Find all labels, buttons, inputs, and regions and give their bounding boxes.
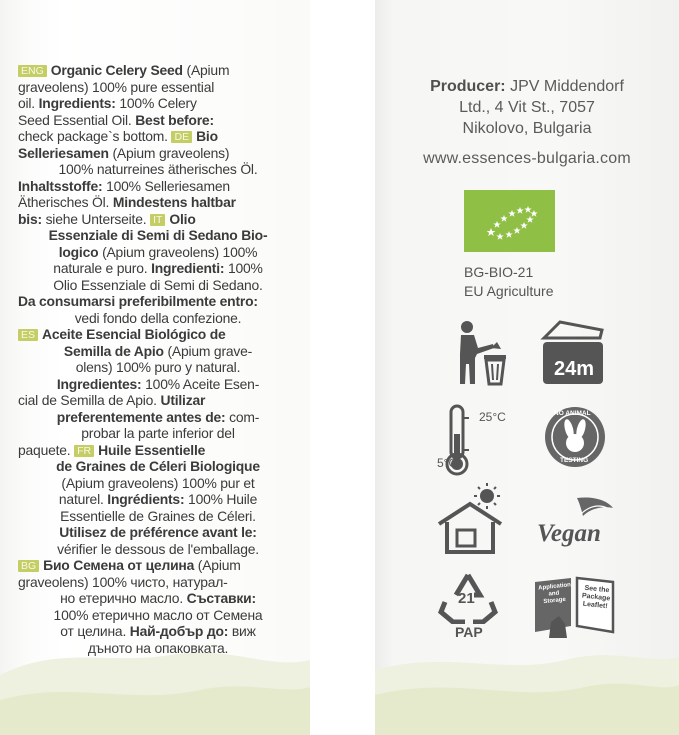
ingredients-line bbox=[18, 425, 298, 442]
plain-text: (Apium grave- bbox=[163, 342, 253, 359]
producer-panel bbox=[375, 0, 679, 735]
vegan-label: Vegan bbox=[537, 520, 601, 547]
plain-text: 100% bbox=[224, 260, 263, 276]
ingredients-line bbox=[18, 607, 298, 624]
language-tag: ES bbox=[18, 329, 38, 341]
plain-text: Essentielle de Graines de Céleri. bbox=[60, 507, 256, 524]
hills-background bbox=[375, 575, 679, 735]
plain-text: vedi fondo della confezione. bbox=[74, 309, 242, 326]
eu-leaf-stars-icon bbox=[464, 190, 555, 252]
ingredients-line bbox=[18, 376, 298, 393]
ingredients-line bbox=[18, 62, 298, 79]
bold-text: Organic Celery Seed bbox=[50, 62, 183, 78]
bold-text: Da consumarsi preferibilmente entro: bbox=[18, 293, 258, 309]
ingredients-line bbox=[18, 392, 298, 409]
ingredients-line bbox=[18, 623, 298, 640]
plain-text: naturel. bbox=[58, 491, 108, 507]
leaflet-left-label: Application and Storage bbox=[537, 582, 572, 606]
plain-text: Olio Essenziale di Semi di Sedano. bbox=[53, 276, 263, 293]
bold-text: Съставки: bbox=[186, 590, 256, 606]
plain-text: Seed Essential Oil. bbox=[18, 111, 136, 128]
plain-text: но етерично масло. bbox=[60, 590, 187, 606]
ingredients-line bbox=[18, 557, 298, 574]
bold-text: de Graines de Céleri Biologique bbox=[56, 458, 260, 474]
temp-min-label: 5°C bbox=[437, 456, 458, 470]
organic-certification bbox=[464, 263, 553, 301]
bold-text: preferentemente antes de: bbox=[56, 408, 226, 425]
plain-text: siehe Unterseite. bbox=[41, 210, 151, 227]
bold-text: Best before: bbox=[135, 111, 214, 128]
ingredients-line bbox=[18, 359, 298, 376]
ingredients-line bbox=[18, 343, 298, 360]
plain-text: (Apium graveolens) bbox=[108, 144, 230, 161]
ingredients-line bbox=[18, 409, 298, 426]
plain-text: от целина. bbox=[60, 623, 130, 639]
plain-text: paquete. bbox=[18, 441, 75, 458]
plain-text: oil. bbox=[18, 95, 39, 111]
plain-text: (Apium bbox=[182, 62, 230, 78]
plain-text: 100% Selleriesamen bbox=[102, 177, 230, 194]
language-tag: IT bbox=[150, 214, 165, 226]
bold-text: Semilla de Apio bbox=[63, 342, 164, 359]
ingredients-line bbox=[18, 161, 298, 178]
plain-text: com- bbox=[225, 408, 260, 425]
bold-text: Essenziale di Semi di Sedano Bio- bbox=[48, 227, 268, 243]
plain-text: probar la parte inferior del bbox=[81, 425, 235, 441]
ingredients-line bbox=[18, 491, 298, 508]
ingredients-line bbox=[18, 95, 298, 112]
language-tag: FR bbox=[74, 445, 94, 457]
ingredients-line bbox=[18, 442, 298, 459]
plain-text: виж bbox=[228, 623, 256, 639]
producer-city: Nikolovo, Bulgaria bbox=[462, 120, 592, 137]
ingredients-line bbox=[18, 574, 298, 591]
ingredients-line bbox=[18, 79, 298, 96]
bold-text: Ingrédients: bbox=[107, 491, 185, 507]
plain-text: дъното на опаковката. bbox=[87, 639, 229, 656]
storage-temperature-icon bbox=[433, 404, 513, 478]
producer-label: Producer: bbox=[430, 78, 506, 95]
plain-text: (Apium graveolens) 100% bbox=[98, 243, 258, 260]
bold-text: Olio bbox=[169, 210, 196, 227]
ingredients-line bbox=[18, 458, 298, 475]
plain-text: Ätherisches Öl. bbox=[18, 194, 113, 210]
plain-text: 100% етерично масло от Семена bbox=[53, 606, 263, 623]
bold-text: Ingredientes: bbox=[56, 375, 142, 392]
testing-label: TESTING bbox=[560, 457, 589, 464]
ingredients-line bbox=[18, 128, 298, 145]
ingredients-line bbox=[18, 508, 298, 525]
plain-text: naturale e puro. bbox=[53, 260, 152, 276]
ingredients-line bbox=[18, 326, 298, 343]
producer-name: JPV Middendorf bbox=[505, 78, 624, 95]
ingredients-line bbox=[18, 211, 298, 228]
bold-text: Mindestens haltbar bbox=[112, 194, 236, 210]
bold-text: Selleriesamen bbox=[18, 144, 109, 161]
ingredients-line bbox=[18, 475, 298, 492]
ingredients-line bbox=[18, 244, 298, 261]
plain-text: graveolens) 100% чисто, натурал- bbox=[18, 573, 228, 590]
bold-text: Ingredients: bbox=[38, 95, 116, 111]
bold-text: Utilizar bbox=[160, 392, 206, 408]
shelf-life-label: 24m bbox=[554, 358, 595, 380]
eu-organic-logo bbox=[464, 190, 555, 252]
bold-text: Най-добър до: bbox=[129, 623, 229, 639]
ingredients-line bbox=[18, 112, 298, 129]
plain-text: 100% Huile bbox=[184, 491, 258, 507]
no-animal-testing-icon bbox=[542, 404, 608, 470]
plain-text: olens) 100% puro y natural. bbox=[75, 359, 241, 375]
plain-text: graveolens) 100% pure essential bbox=[18, 78, 215, 95]
bold-text: Bio bbox=[196, 128, 218, 144]
bold-text: Inhaltsstoffe: bbox=[18, 177, 103, 194]
ingredients-line bbox=[18, 260, 298, 277]
ingredients-line bbox=[18, 590, 298, 607]
plain-text: cial de Semilla de Apio. bbox=[18, 392, 161, 408]
multilingual-ingredients-text bbox=[18, 62, 298, 656]
ingredients-panel bbox=[0, 0, 310, 735]
plain-text: (Apium graveolens) 100% pur et bbox=[61, 474, 255, 491]
read-leaflet-icon bbox=[531, 576, 619, 642]
vegan-icon bbox=[533, 494, 619, 554]
plain-text: 100% Celery bbox=[115, 95, 197, 111]
ingredients-line bbox=[18, 524, 298, 541]
leaflet-right-label: See the Package Leaflet! bbox=[581, 584, 611, 611]
ingredients-line bbox=[18, 310, 298, 327]
recycle-paper-icon bbox=[437, 572, 499, 640]
recycle-code: PAP bbox=[455, 624, 483, 640]
cert-code: BG-BIO-21 bbox=[464, 264, 534, 280]
ingredients-line bbox=[18, 178, 298, 195]
bold-text: Utilisez de préférence avant le: bbox=[59, 524, 257, 540]
plain-text: 100% Aceite Esen- bbox=[141, 375, 260, 392]
producer-info bbox=[375, 76, 679, 139]
ingredients-line bbox=[18, 227, 298, 244]
plain-text: 100% naturreines ätherisches Öl. bbox=[58, 161, 258, 177]
bold-text: logico bbox=[58, 243, 99, 260]
ingredients-line bbox=[18, 145, 298, 162]
cert-origin: EU Agriculture bbox=[464, 283, 554, 299]
ingredients-line bbox=[18, 277, 298, 294]
bold-text: Ingredienti: bbox=[151, 260, 225, 276]
language-tag: BG bbox=[18, 560, 39, 572]
temp-max-label: 25°C bbox=[479, 410, 506, 424]
tidy-man-disposal-icon bbox=[453, 318, 513, 388]
bold-text: bis: bbox=[18, 210, 42, 227]
producer-address: Ltd., 4 Vit St., 7057 bbox=[459, 99, 595, 116]
bold-text: Био Семена от целина bbox=[43, 557, 195, 573]
plain-text: (Apium bbox=[194, 557, 241, 573]
store-indoors-icon bbox=[437, 482, 503, 554]
language-tag: DE bbox=[171, 131, 192, 143]
bold-text: Huile Essentielle bbox=[98, 441, 206, 458]
ingredients-line bbox=[18, 194, 298, 211]
plain-text: vérifier le dessous de l'emballage. bbox=[57, 540, 259, 557]
website-url: www.essences-bulgaria.com bbox=[423, 150, 631, 167]
bold-text: Aceite Esencial Biológico de bbox=[42, 326, 226, 342]
ingredients-line bbox=[18, 293, 298, 310]
no-animal-label: NO ANIMAL bbox=[554, 410, 591, 417]
ingredients-line bbox=[18, 541, 298, 558]
period-after-opening-icon bbox=[540, 318, 606, 388]
ingredients-line bbox=[18, 640, 298, 657]
language-tag: ENG bbox=[18, 65, 47, 77]
recycle-number: 21 bbox=[458, 590, 475, 607]
plain-text: check package`s bottom. bbox=[18, 128, 172, 144]
